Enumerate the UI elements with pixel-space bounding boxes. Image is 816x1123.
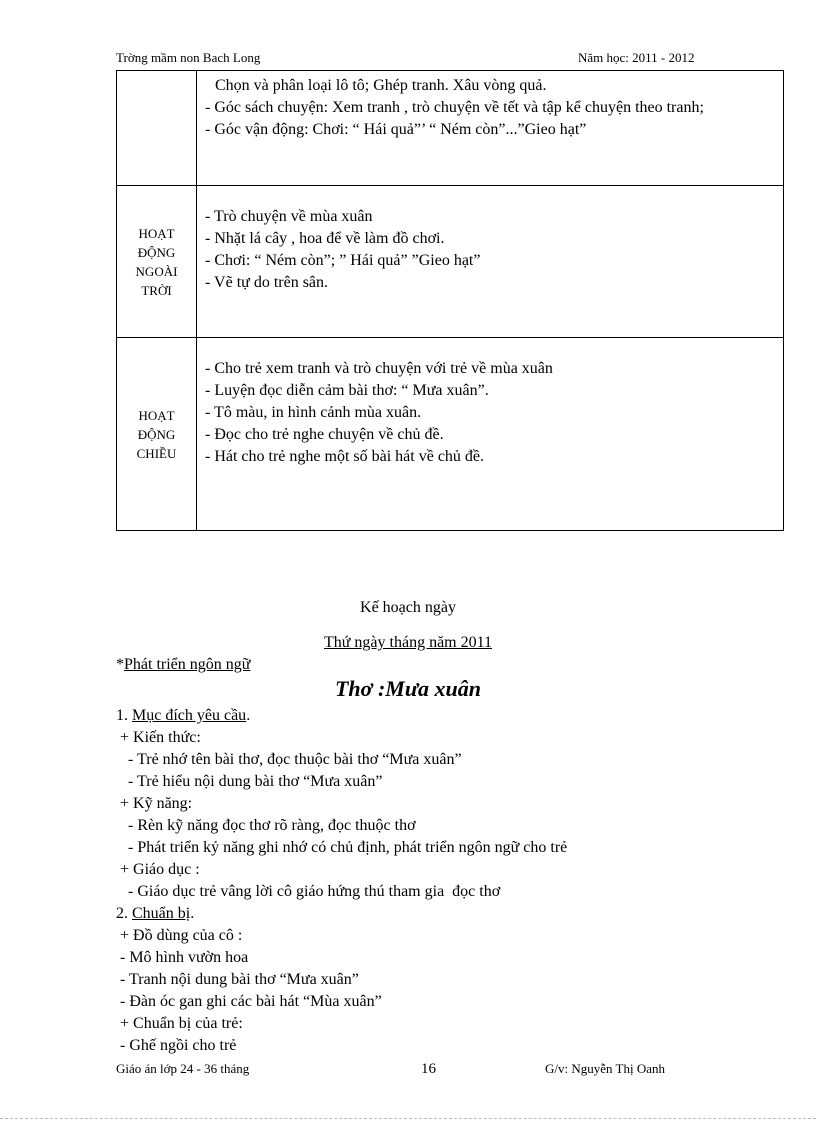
list-item: - Trẻ nhớ tên bài thơ, đọc thuộc bài thơ “Mưa xuân” [116,751,462,768]
footer-teacher: G/v: Nguyễn Thị Oanh [545,1061,665,1076]
content-line: - Góc vận động: Chơi: “ Hái quả”’ “ Ném còn”...”Gieo hạt” [205,121,587,138]
section-title: Mục đích yêu cầu [132,707,247,724]
label-line: HOẠT [138,225,175,241]
content-line: - Luyện đọc diễn cảm bài thơ: “ Mưa xuân”. [205,382,489,399]
section-heading: 2. Chuẩn bị. [116,905,195,922]
subject-line [116,654,250,676]
activity-table [116,70,784,531]
header-school: Trờng mầm non Bach Long [116,50,261,65]
row-label [117,71,197,186]
row-content [197,186,784,338]
list-item: - Đàn óc gan ghi các bài hát “Mùa xuân” [116,993,382,1010]
label-line: HOẠT [138,407,175,423]
subject: Phát triển ngôn ngữ [124,656,251,673]
content-line: - Trò chuyện về mùa xuân [205,208,373,225]
table-row [117,338,784,531]
list-item: - Mô hình vườn hoa [116,949,249,966]
list-item: - Giáo dục trẻ vâng lời cô giáo hứng thú tham gia đọc thơ [116,883,501,900]
list-item: - Rèn kỹ năng đọc thơ rõ ràng, đọc thuộc thơ [116,817,416,834]
content-line: - Cho trẻ xem tranh và trò chuyện với trẻ về mùa xuân [205,360,553,377]
list-item: + Kiến thức: [116,729,201,746]
content-line: - Chơi: “ Ném còn”; ” Hái quả” ”Gieo hạt” [205,252,481,269]
row-label [117,338,197,531]
content-line: - Tô màu, in hình cảnh mùa xuân. [205,404,422,421]
table-row [117,186,784,338]
footer-page-number: 16 [421,1061,436,1077]
list-item: + Kỹ năng: [116,795,193,812]
list-item: - Trẻ hiểu nội dung bài thơ “Mưa xuân” [116,773,383,790]
row-content [197,71,784,186]
section-number: 2. [116,905,132,922]
plan-date-text: Thứ ngày tháng năm 2011 [323,634,493,651]
label-line: NGOÀI [135,263,178,279]
page-divider [0,1118,816,1119]
label-line: ĐỘNG [137,426,176,442]
subject-prefix: * [116,656,124,673]
content-line: Chọn và phân loại lô tô; Ghép tranh. Xâu vòng quả. [215,77,547,94]
content-line: - Nhặt lá cây , hoa để về làm đồ chơi. [205,230,445,247]
section-title: Chuẩn bị [132,905,191,922]
poem-title: Thơ :Mưa xuân [334,676,482,701]
content-line: - Hát cho trẻ nghe một số bài hát về chủ đề. [205,448,485,465]
list-item: + Giáo dục : [116,861,200,878]
table-row [117,71,784,186]
list-item: + Đồ dùng của cô : [116,927,243,944]
label-line: CHIỀU [136,445,177,461]
row-content [197,338,784,531]
content-line: - Góc sách chuyện: Xem tranh , trò chuyện về tết và tập kể chuyện theo tranh; [205,99,704,116]
label-line: TRỜI [141,282,172,298]
header-year: Năm học: 2011 - 2012 [578,50,695,65]
list-item: - Tranh nội dung bài thơ “Mưa xuân” [116,971,359,988]
list-item: - Phát triển kỷ năng ghi nhớ có chủ định, phát triển ngôn ngữ cho trẻ [116,839,568,856]
content-line: - Đọc cho trẻ nghe chuyện về chủ đề. [205,426,444,443]
plan-date [0,634,816,652]
section-objectives [116,705,567,1057]
section-heading: 1. Mục đích yêu cầu. [116,707,251,724]
list-item: - Ghế ngồi cho trẻ [116,1037,237,1054]
content-line: - Vẽ tự do trên sân. [205,274,329,291]
section-number: 1. [116,707,132,724]
plan-title: Kế hoạch ngày [360,599,456,616]
footer-class: Giáo án lớp 24 - 36 tháng [116,1061,250,1076]
label-line: ĐỘNG [137,244,176,260]
list-item: + Chuẩn bị của trẻ: [116,1015,243,1032]
row-label [117,186,197,338]
